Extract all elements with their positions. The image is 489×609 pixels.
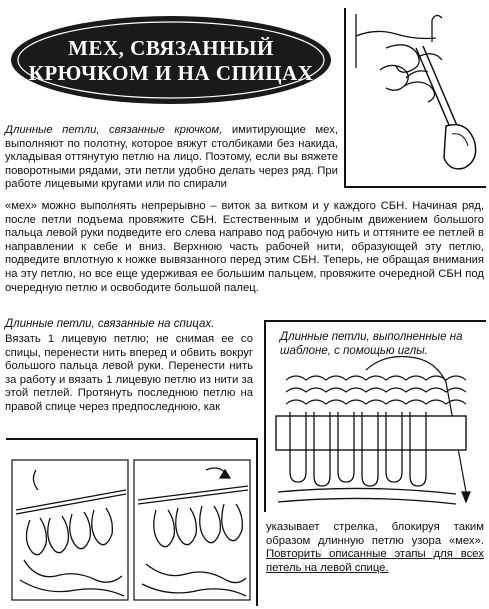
crochet-intro: [5, 124, 338, 192]
crochet-body: «мех» можно выполнять непрерывно – виток за витком и у каждого СБН. Начиная ряд, после петли подъема провяжите СБН. Естественным и удобным движением большого пальца левой руки подведите его слева направо под рабочую нить и оттяните ее петлей в направлении к себе и вниз. Верхнюю часть рабочей нити, образующей эту петлю, подведите вплотную к ножке вывязанного перед этим СБН. Теперь, не обращая внимания на эту петлю, но все еще удерживая ее большим пальцем, провяжите очередной СБН под очередную петлю и освободите большой палец.: [5, 200, 484, 294]
knitting-needles-drawing: [6, 440, 254, 604]
knitting-heading: Длинные петли, связанные на спицах.: [5, 318, 215, 330]
page-title: [6, 36, 336, 86]
template-caption: Длинные петли, выполненные на шаблоне, с помощью иглы.: [280, 331, 463, 357]
template-drawing: [266, 352, 484, 512]
knitting-body: Вязать 1 лицевую петлю; не снимая ее со спицы, перенести нить вперед и обвить вокруг большого пальца левой руки. Перенести нить за работу и вязать 1 лицевую петлю из нити за этой петлей. Протянуть последнюю петлю на правой спице через предпоследнюю, как: [5, 333, 253, 413]
crochet-intro-text: имитирующие мех, выполняют по полотну, которое вяжут столбиками без накида, укладывая оттянутую петлю на лицо. Поэтому, если вы вяжете поворотными рядами, эти петли удобно делать через ряд. При работе лицевыми кругами или по спирали: [5, 124, 338, 191]
continuation-text: указывает стрелка, блокируя таким образом длинную петлю узора «мех».: [266, 521, 484, 547]
title-line-2: КРЮЧКОМ И НА СПИЦАХ: [28, 61, 314, 85]
title-line-1: МЕХ, СВЯЗАННЫЙ: [68, 36, 274, 60]
knitting-needles-illustration: [6, 438, 258, 606]
title-banner: [6, 10, 336, 110]
crochet-intro-italic: Длинные петли, связанные крючком,: [5, 124, 223, 136]
template-illustration: [264, 320, 486, 512]
repeat-instruction: Повторить описанные этапы для всех петель на левой спице.: [266, 548, 484, 574]
crochet-hook-illustration: [344, 8, 486, 188]
knitting-continuation: [266, 521, 484, 575]
crochet-hook-drawing: [346, 8, 486, 186]
